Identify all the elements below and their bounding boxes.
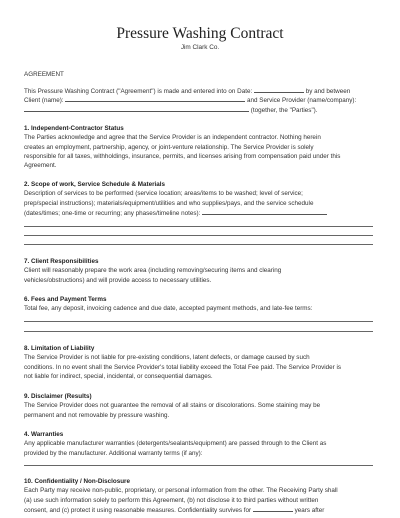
agreement-section — [24, 70, 376, 79]
scope-blank-line[interactable] — [24, 226, 373, 227]
section-1-line: The Parties acknowledge and agree that the Service Provider is an independent contractor. Nothing herein — [24, 134, 321, 142]
section-8-line: not liable for indirect, special, incidental, or consequential damages. — [24, 372, 213, 380]
section-7-line: Client will reasonably prepare the work area (including removing/securing items and clearing — [24, 267, 282, 275]
fees-blank-line[interactable] — [24, 331, 373, 332]
section-1-line: responsible for all taxes, withholdings, insurance, permits, and licenses arising from compensation paid under this — [24, 152, 341, 160]
provider-name-label: and Service Provider (name/company): — [247, 97, 357, 105]
section-1-line: Agreement. — [24, 162, 57, 170]
agreement-body — [24, 86, 376, 114]
section-10-line — [24, 505, 376, 514]
section-4 — [24, 430, 376, 458]
agreement-line-1-text: This Pressure Washing Contract ("Agreement") is made and entered into on Date: — [24, 88, 253, 95]
client-name-label: Client (name): — [24, 97, 64, 105]
provider-name-field[interactable] — [24, 105, 249, 112]
section-2-line: prep/special instructions); materials/equipment/utilities and who supplies/pays, and the service schedule — [24, 199, 314, 207]
section-2-line — [24, 208, 376, 217]
section-10-line: (a) use such information solely to perform this Agreement, (b) not disclose it to third parties without written — [24, 496, 319, 504]
client-name-field[interactable] — [65, 95, 245, 102]
section-10-heading: 10. Confidentiality / Non-Disclosure — [24, 478, 131, 485]
fees-blank-line[interactable] — [24, 321, 373, 322]
section-1-heading: 1. Independent-Contractor Status — [24, 125, 124, 132]
section-6-line: Total fee, any deposit, invoicing cadence and due date, accepted payment methods, and late-fee terms: — [24, 305, 313, 313]
agreement-line-1-end: by and between — [305, 88, 351, 95]
section-9-line: The Service Provider does not guarantee the removal of all stains or discolorations. Some staining may be — [24, 402, 321, 410]
section-10-line-3-text: consent, and (c) protect it using reasonable measures. Confidentiality survives for — [24, 506, 252, 514]
section-2 — [24, 180, 376, 217]
section-2-line-3-text: (dates/times; one-time or recurring; any phases/timeline notes): — [24, 209, 201, 217]
section-10-line: Each Party may receive non-public, proprietary, or personal information from the other. The Receiving Party shall — [24, 487, 338, 495]
section-4-heading: 4. Warranties — [24, 431, 64, 438]
section-10-line-3-end: years after — [294, 506, 325, 514]
section-1-line: creates an employment, partnership, agency, or joint-venture relationship. The Service Provider is solely — [24, 143, 314, 151]
section-7-heading: 7. Client Responsibilities — [24, 258, 99, 265]
section-4-line: provided by the manufacturer. Additional warranty terms (if any): — [24, 449, 203, 457]
warranty-blank-line[interactable] — [24, 465, 373, 466]
parties-text: (together, the "Parties"). — [250, 106, 318, 114]
scope-blank-line[interactable] — [24, 235, 373, 236]
section-7-line: vehicles/obstructions) and will provide access to necessary utilities. — [24, 276, 212, 284]
section-1 — [24, 124, 376, 170]
section-8 — [24, 344, 376, 381]
section-6-heading: 6. Fees and Payment Terms — [24, 296, 107, 303]
section-4-line: Any applicable manufacturer warranties (detergents/sealants/equipment) are passed through to the Client as — [24, 440, 327, 448]
section-2-line: Description of services to be performed (service location; areas/items to be washed; level of service; — [24, 190, 303, 198]
section-9 — [24, 392, 376, 420]
date-field[interactable] — [254, 86, 304, 93]
section-8-line: conditions. In no event shall the Service Provider's total liability exceed the Total Fee paid. The Service Provider is — [24, 363, 342, 371]
years-field[interactable] — [253, 505, 293, 512]
section-8-heading: 8. Limitation of Liability — [24, 345, 95, 352]
agreement-line-2 — [24, 95, 376, 104]
agreement-line-1 — [24, 86, 376, 95]
section-9-line: permanent and not removable by pressure washing. — [24, 411, 170, 419]
company-name: Jim Clark Co. — [180, 44, 220, 51]
section-2-heading: 2. Scope of work, Service Schedule & Materials — [24, 181, 166, 188]
section-7 — [24, 257, 376, 285]
document-title: Pressure Washing Contract — [116, 25, 284, 42]
schedule-field[interactable] — [202, 208, 327, 215]
agreement-line-3 — [24, 105, 376, 114]
section-9-heading: 9. Disclaimer (Results) — [24, 393, 92, 400]
section-10 — [24, 477, 376, 514]
section-6 — [24, 295, 376, 314]
scope-blank-line[interactable] — [24, 244, 373, 245]
section-8-line: The Service Provider is not liable for pre-existing conditions, latent defects, or damage caused by such — [24, 354, 310, 362]
agreement-heading: AGREEMENT — [24, 71, 64, 78]
